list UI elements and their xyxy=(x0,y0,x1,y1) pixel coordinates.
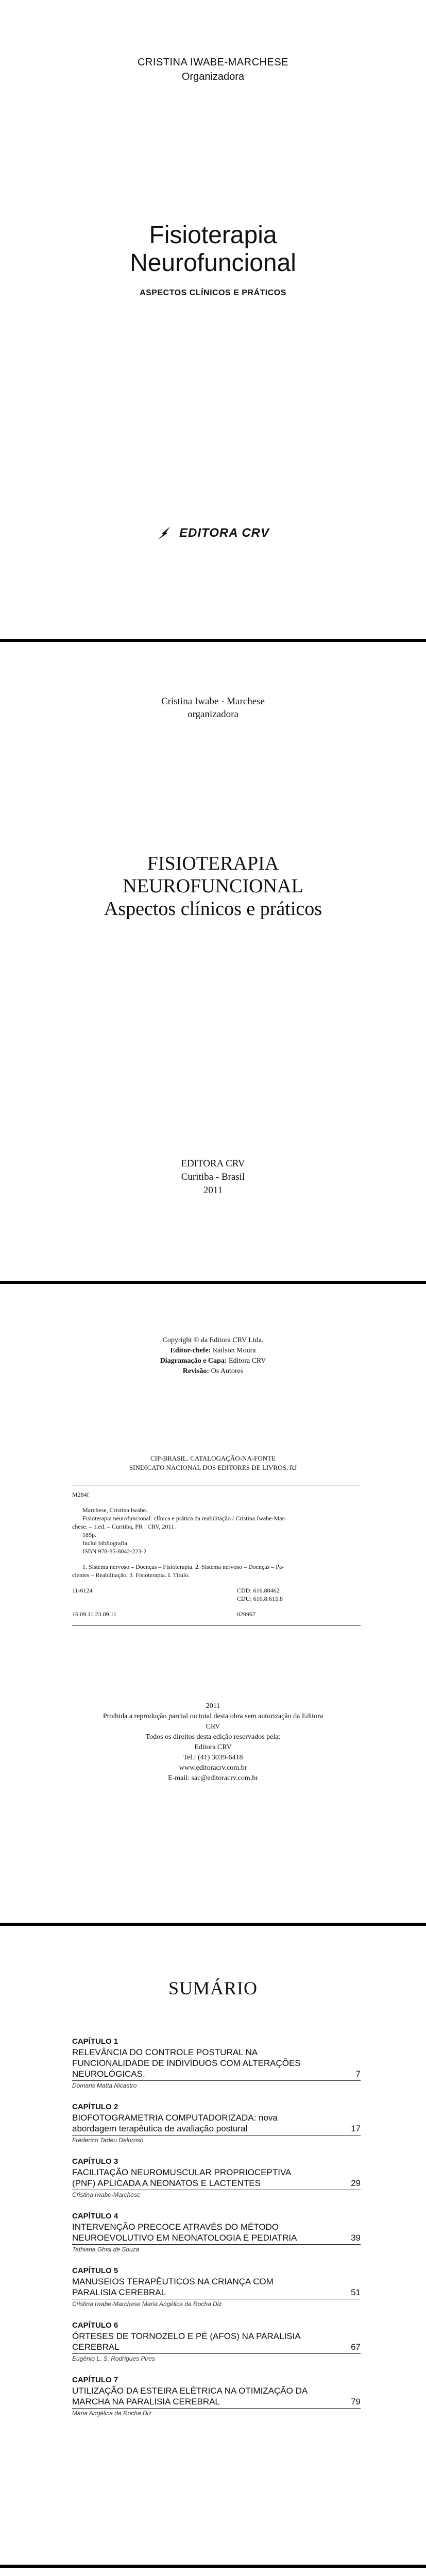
cover-author: CRISTINA IWABE-MARCHESE xyxy=(137,57,288,68)
chapter-page: 7 xyxy=(355,2069,361,2079)
cover-page xyxy=(0,0,426,639)
copyright-credits xyxy=(0,1335,426,1377)
chapter-title-line: ÓRTESES DE TORNOZELO E PÉ (AFOS) NA PARALISIA xyxy=(72,2331,301,2341)
entry-rule xyxy=(72,2353,361,2354)
chapter-number: CAPÍTULO 7 xyxy=(72,2376,118,2384)
contents-entry xyxy=(72,2375,361,2417)
publisher-logo-text: EDITORA CRV xyxy=(179,526,269,540)
copyright-line: Copyright © da Editora CRV Ltda. xyxy=(162,1336,264,1344)
entry-rule xyxy=(72,2080,361,2081)
title-page-role: organizadora xyxy=(188,709,238,720)
copyright-footer: 2011 Proibida a reprodução parcial ou total desta obra sem autorização da Editora CRV Todos os direitos desta edição reservados pela: Editora CRV Tel.: (41) 3039-6418 www.editoracrv.com.br E-mail: sac@editoracrv.com.br xyxy=(0,1701,426,1784)
chapter-number: CAPÍTULO 2 xyxy=(72,2103,118,2111)
chapter-title-line: PARALISIA CEREBRAL 51 xyxy=(72,2287,361,2297)
entry-rule xyxy=(72,2135,361,2136)
imprint-city: Curitiba - Brasil xyxy=(181,1172,245,1182)
chapter-author: Tathiana Ghisi de Souza xyxy=(72,2246,140,2253)
publisher-logo xyxy=(0,526,426,541)
cover-title-line1: Fisioterapia xyxy=(149,222,277,249)
title-page-subtitle: Aspectos clínicos e práticos xyxy=(104,898,322,920)
chapter-title-line: BIOFOTOGRAMETRIA COMPUTADORIZADA: nova xyxy=(72,2113,278,2123)
chapter-title-line: UTILIZAÇÃO DA ESTEIRA ELÉTRICA NA OTIMIZAÇÃO DA xyxy=(72,2386,308,2396)
chapter-author: Frederico Tadeu Deloroso xyxy=(72,2137,144,2144)
copyright-year: 2011 xyxy=(206,1702,220,1710)
cover-title-line2: Neurofuncional xyxy=(130,249,296,277)
chapter-title-line: NEUROLÓGICAS. 7 xyxy=(72,2069,361,2079)
contents-entry xyxy=(72,2102,361,2144)
chapter-title-line: FACILITAÇÃO NEUROMUSCULAR PROPRIOCEPTIVA xyxy=(72,2167,292,2177)
contents-entry xyxy=(72,2320,361,2363)
chapter-number: CAPÍTULO 6 xyxy=(72,2321,118,2330)
chapter-author: Cristina Iwabe-Marchese xyxy=(72,2191,141,2198)
title-page xyxy=(0,642,426,1281)
design-line: Diagramação e Capa: Editora CRV xyxy=(160,1357,266,1365)
chapter-title-line: abordagem terapêutica de avaliação postural 17 xyxy=(72,2124,361,2133)
title-page-title-line2: NEUROFUNCIONAL xyxy=(123,875,303,897)
catalog-code: M284f xyxy=(72,1491,89,1498)
contents-entry xyxy=(72,2266,361,2308)
chapter-title-line: CEREBRAL 67 xyxy=(72,2342,361,2352)
imprint-publisher: EDITORA CRV xyxy=(181,1158,245,1169)
contents-entry xyxy=(72,2157,361,2199)
chapter-title-line: MARCHA NA PARALISIA CEREBRAL 79 xyxy=(72,2397,361,2406)
cip-header: CIP-BRASIL. CATALOGAÇÃO-NA-FONTE SINDICATO NACIONAL DOS EDITORES DE LIVROS, RJ xyxy=(129,1454,297,1471)
chapter-page: 79 xyxy=(351,2397,361,2406)
chapter-title-line: RELEVÂNCIA DO CONTROLE POSTURAL NA xyxy=(72,2047,258,2057)
entry-rule xyxy=(72,2408,361,2409)
chapter-title-line: INTERVENÇÃO PRECOCE ATRAVÉS DO MÉTODO xyxy=(72,2222,279,2232)
chapter-title-line: FUNCIONALIDADE DE INDIVÍDUOS COM ALTERAÇÕES xyxy=(72,2058,301,2068)
contents-heading: SUMÁRIO xyxy=(168,1978,258,1998)
title-page-imprint xyxy=(0,1157,426,1197)
chapter-author: Eugênio L. S. Rodrigues Pires xyxy=(72,2355,155,2362)
contents-page-1 xyxy=(0,1926,426,2565)
chapter-page: 67 xyxy=(351,2342,361,2352)
editor-line: Editor-chefe: Railson Moura xyxy=(170,1347,256,1354)
chapter-page: 17 xyxy=(351,2124,361,2133)
chapter-number: CAPÍTULO 1 xyxy=(72,2037,118,2046)
chapter-number: CAPÍTULO 4 xyxy=(72,2212,118,2221)
chapter-page: 39 xyxy=(351,2233,361,2243)
review-line: Revisão: Os Autores xyxy=(182,1367,244,1375)
chapter-number: CAPÍTULO 3 xyxy=(72,2157,118,2166)
chapter-number: CAPÍTULO 5 xyxy=(72,2266,118,2275)
chapter-page: 51 xyxy=(351,2287,361,2297)
chapter-title-line: MANUSEIOS TERAPÊUTICOS NA CRIANÇA COM xyxy=(72,2277,274,2286)
copyright-page xyxy=(0,1284,426,1923)
publisher-logo-icon xyxy=(157,526,174,541)
cover-subtitle: ASPECTOS CLÍNICOS E PRÁTICOS xyxy=(140,289,286,297)
contents-entry xyxy=(72,2211,361,2253)
cover-role: Organizadora xyxy=(181,71,245,82)
entry-rule xyxy=(72,2244,361,2245)
title-page-title-line1: FISIOTERAPIA xyxy=(147,853,279,874)
chapter-author: Domaris Matta Nicastro xyxy=(72,2082,137,2089)
catalog-card: M284f Marchese, Cristina Iwabe. Fisioterapia neurofuncional: clínica e prática da reabilitação / Cristina Iwabe-Mar- chese. – 1.ed. – Curitiba, PR : CRV, 2011. 185p. Inclui bibliografia ISBN 978-85-8042-223-2 1. Sistema nervoso – Doenças – Fisioterapia. 2. Sistema nervoso – Doenças – Pa- cientes – Reabilitação. 3. Fisioterapia. I. Título. 11-6124 CDD: 616.80462 CDU: 616.8:615.8 16.09.11 23.09.11 029967 xyxy=(72,1485,361,1626)
contents-list xyxy=(72,2037,361,2430)
contents-entry xyxy=(72,2037,361,2090)
chapter-author: Maria Angélica da Rocha Diz xyxy=(72,2410,152,2417)
chapter-title-line: (PNF) APLICADA A NEONATOS E LACTENTES 29 xyxy=(72,2178,361,2188)
chapter-title-line: NEUROEVOLUTIVO EM NEONATOLOGIA E PEDIATRIA 39 xyxy=(72,2233,361,2243)
chapter-page: 29 xyxy=(351,2178,361,2188)
chapter-author: Cristina Iwabe-Marchese Maria Angélica da Rocha Diz xyxy=(72,2300,222,2308)
title-page-author: Cristina Iwabe - Marchese xyxy=(161,696,265,707)
cover-title xyxy=(0,222,426,277)
imprint-year: 2011 xyxy=(203,1185,223,1196)
contents-page-2 xyxy=(0,2568,426,2576)
